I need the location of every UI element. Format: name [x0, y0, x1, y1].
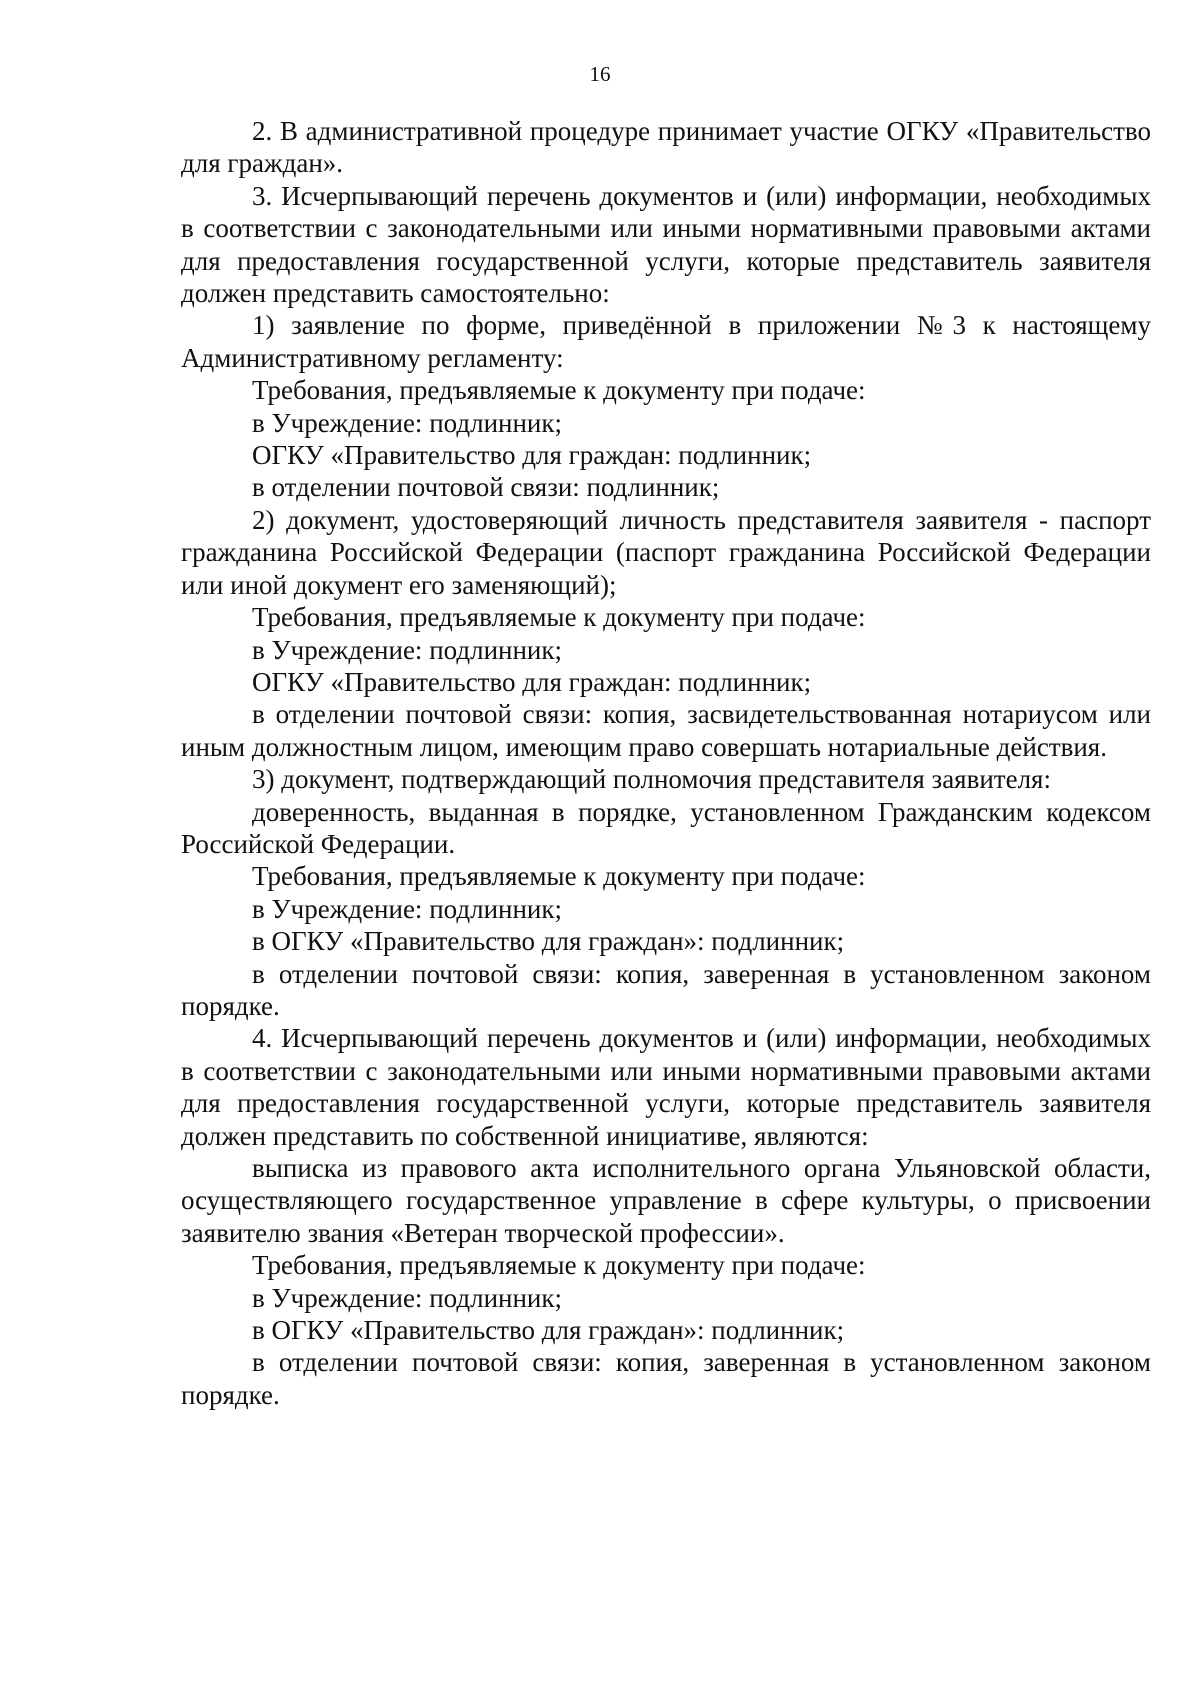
requirements-heading: Требования, предъявляемые к документу при подаче: [252, 375, 866, 406]
paragraph-subitem-3: 3) документ, подтверждающий полномочия представителя заявителя: [252, 764, 1051, 795]
document-body [181, 115, 1151, 1411]
requirements-heading: Требования, предъявляемые к документу при подаче: [252, 861, 866, 892]
requirements-heading: Требования, предъявляемые к документу при подаче: [252, 1250, 866, 1281]
requirement-line: в отделении почтовой связи: подлинник; [252, 472, 720, 503]
requirement-line: в ОГКУ «Правительство для граждан»: подлинник; [252, 1315, 845, 1346]
requirements-heading: Требования, предъявляемые к документу при подаче: [252, 602, 866, 633]
paragraph-subitem-2: 2) документ, удостоверяющий личность представителя заявителя - паспорт гражданина Российской Федерации (паспорт гражданина Российской Федерации или иной документ его заменяющий); [181, 504, 1151, 600]
requirement-line: ОГКУ «Правительство для граждан: подлинник; [252, 666, 812, 697]
requirement-line: в Учреждение: подлинник; [252, 1282, 562, 1313]
requirement-line: в отделении почтовой связи: копия, заверенная в установленном законом порядке. [181, 958, 1151, 1021]
requirement-line: в отделении почтовой связи: копия, заверенная в установленном законом порядке. [181, 1347, 1151, 1410]
paragraph-subitem-1: 1) заявление по форме, приведённой в приложении №3 к настоящему Административному регламенту: [181, 310, 1151, 373]
requirement-line: в ОГКУ «Правительство для граждан»: подлинник; [252, 926, 845, 957]
paragraph-text: выписка из правового акта исполнительного органа Ульяновской области, осуществляющего государственное управление в сфере культуры, о присвоении заявителю звания «Ветеран творческой профессии». [181, 1153, 1151, 1248]
requirement-line: в отделении почтовой связи: копия, засвидетельствованная нотариусом или иным должностным лицом, имеющим право совершать нотариальные действия. [181, 699, 1151, 762]
paragraph-item-3: 3. Исчерпывающий перечень документов и (или) информации, необходимых в соответствии с законодательными или иными нормативными правовыми актами для предоставления государственной услуги, которые представитель заявителя должен представить самостоятельно: [181, 180, 1151, 309]
requirement-line: в Учреждение: подлинник; [252, 893, 562, 924]
requirement-line: ОГКУ «Правительство для граждан: подлинник; [252, 440, 812, 471]
paragraph-item-2: 2. В административной процедуре принимает участие ОГКУ «Правительство для граждан». [181, 116, 1151, 179]
paragraph-item-4: 4. Исчерпывающий перечень документов и (или) информации, необходимых в соответствии с законодательными или иными нормативными правовыми актами для предоставления государственной услуги, которые представитель заявителя должен представить по собственной инициативе, являются: [181, 1023, 1151, 1151]
paragraph-text: доверенность, выданная в порядке, установленном Гражданским кодексом Российской Федерации. [181, 796, 1151, 859]
page-number: 16 [589, 62, 611, 86]
requirement-line: в Учреждение: подлинник; [252, 634, 562, 665]
requirement-line: в Учреждение: подлинник; [252, 407, 562, 438]
